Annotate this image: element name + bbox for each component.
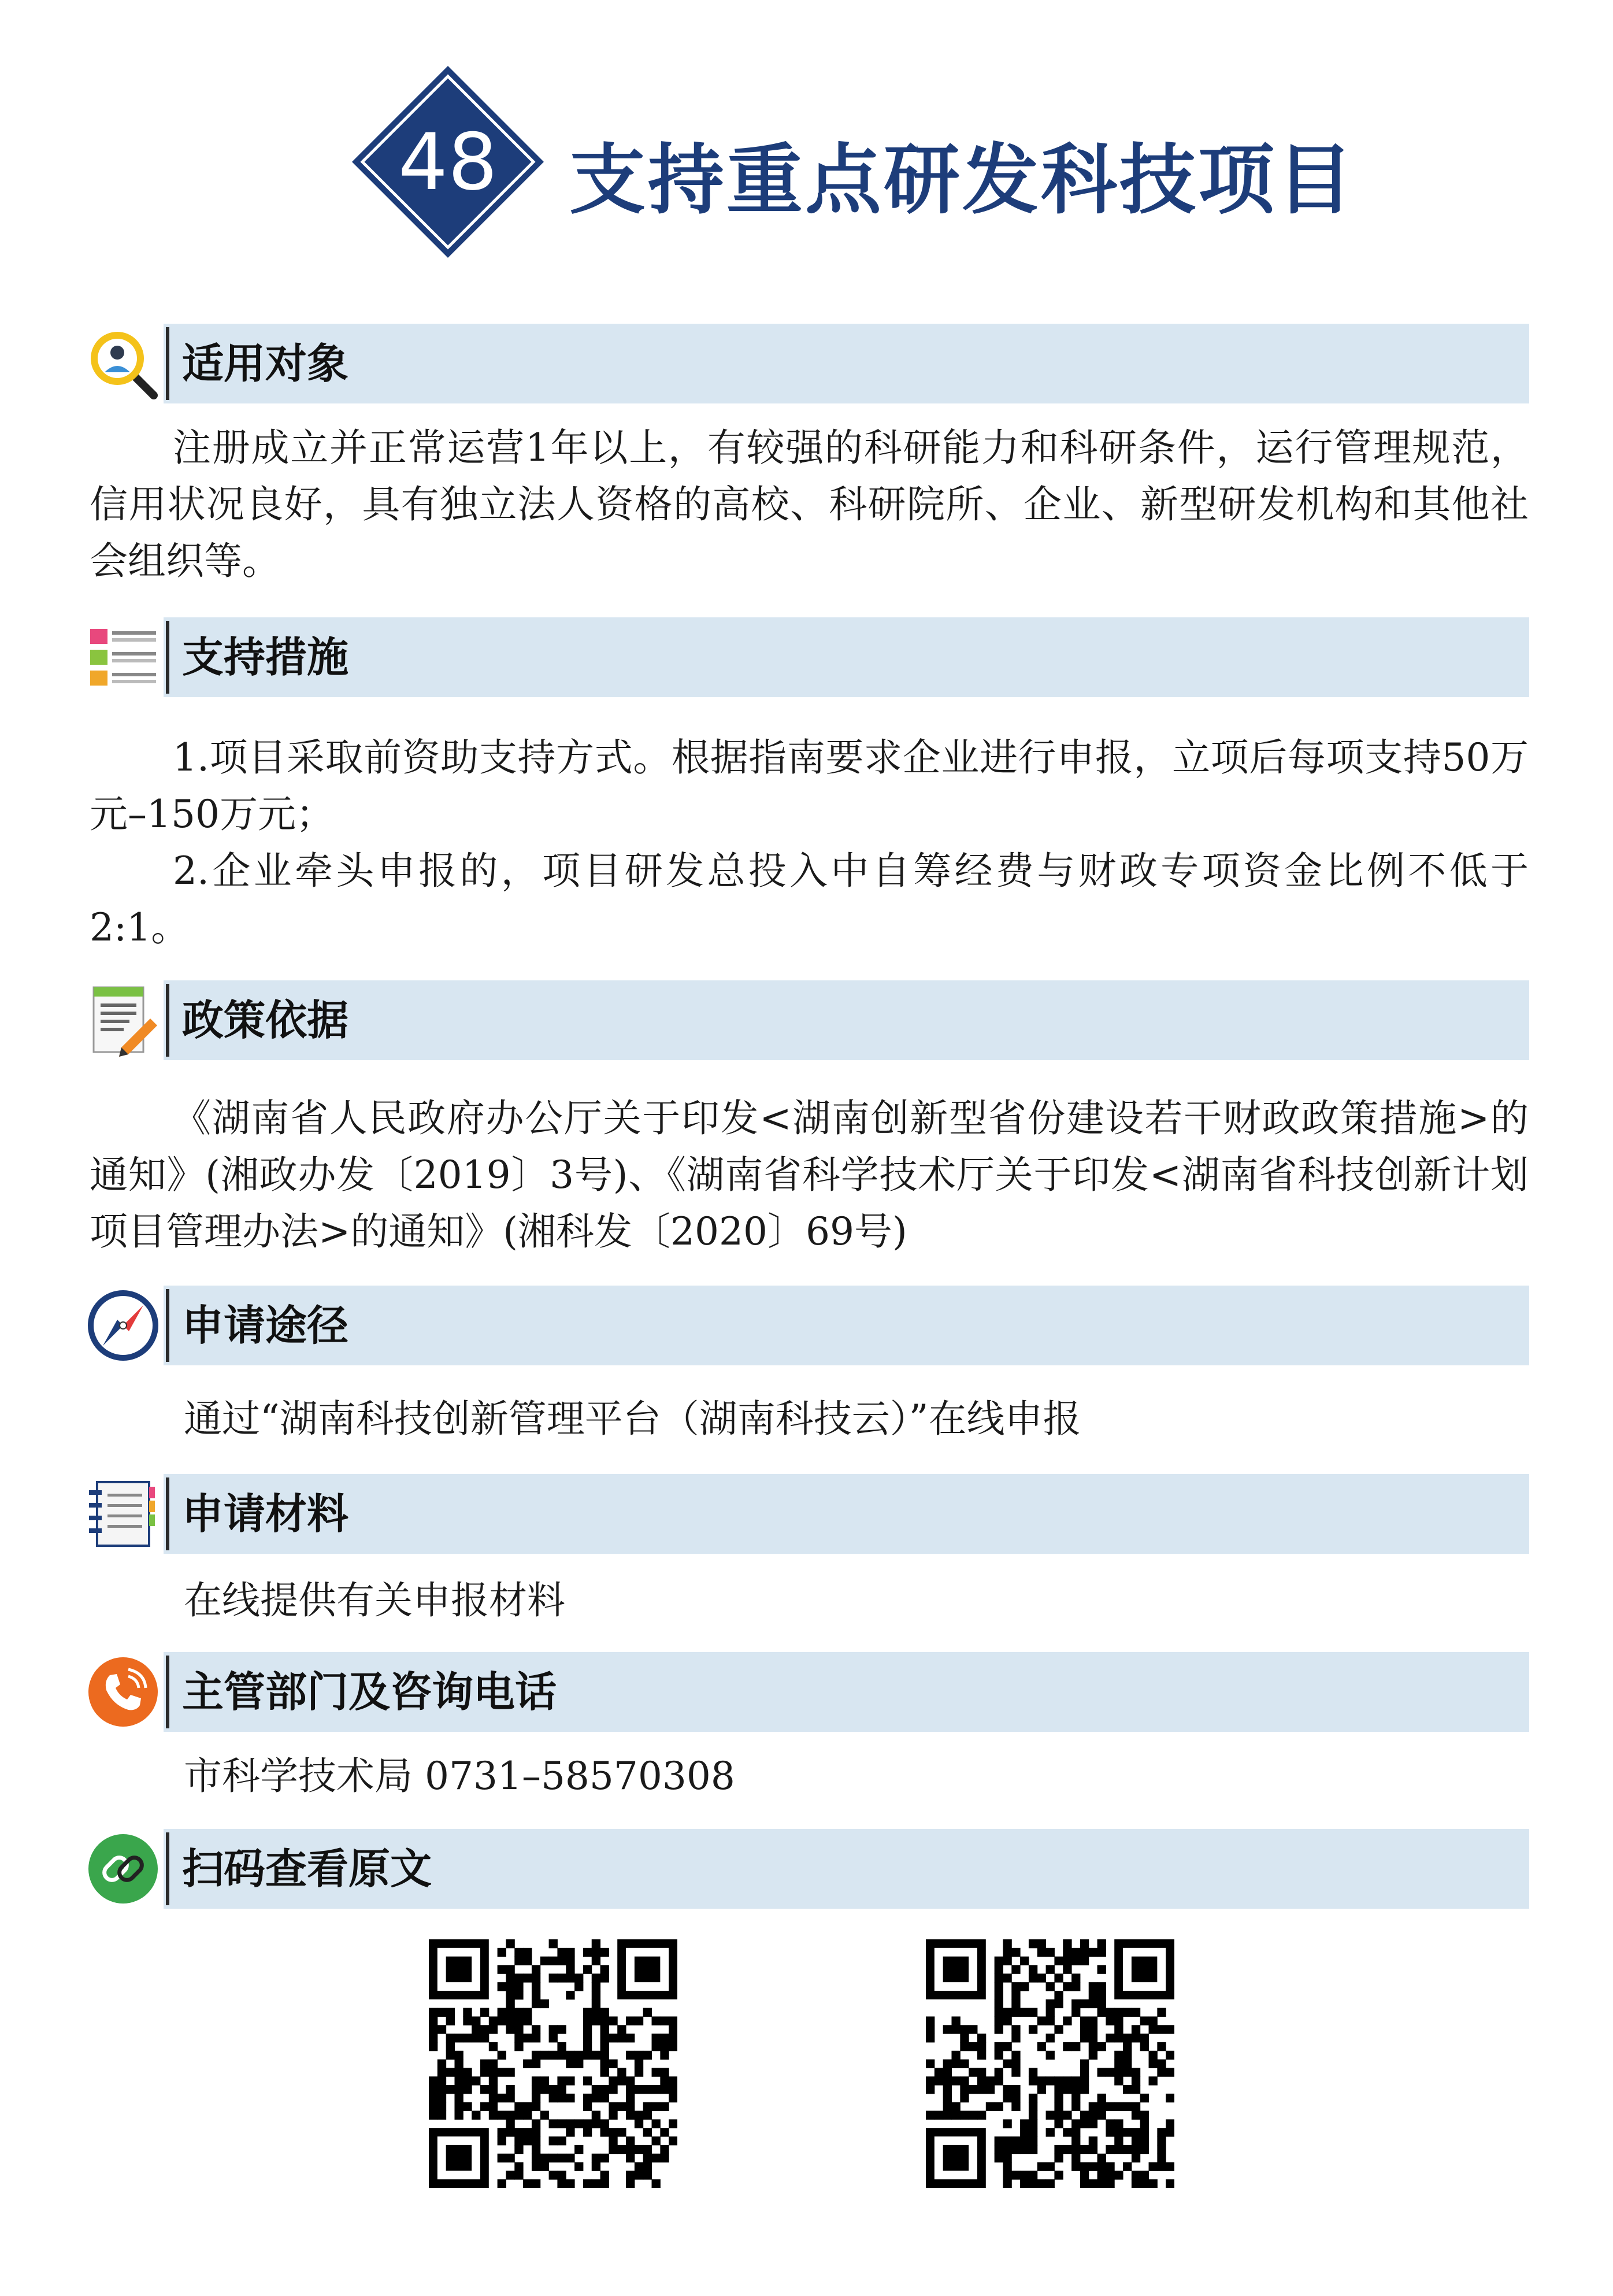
section-number: 48 [398, 116, 498, 208]
phone-icon [83, 1652, 164, 1732]
qr-code-2[interactable] [926, 1939, 1174, 2188]
section-title: 支持措施 [182, 633, 349, 682]
section-title: 适用对象 [182, 339, 349, 388]
link-icon [83, 1829, 164, 1909]
materials-text: 在线提供有关申报材料 [184, 1578, 565, 1623]
document-pen-icon [83, 980, 164, 1060]
checklist-icon [83, 617, 164, 697]
compass-icon [83, 1286, 164, 1365]
page-title: 支持重点研发科技项目 [569, 136, 1355, 225]
magnifier-person-icon [83, 324, 164, 403]
section-divider [166, 984, 169, 1057]
section-divider [166, 327, 169, 400]
section-header-target [83, 324, 1529, 403]
section-title: 扫码查看原文 [182, 1845, 432, 1893]
measure-item-1: 1.项目采取前资助支持方式。根据指南要求企业进行申报，立项后每项支持50万元–150万元； [90, 735, 1529, 836]
basis-text: 《湖南省人民政府办公厅关于印发<湖南创新型省份建设若干财政政策措施>的通知》(湘政办发〔2019〕3号)、《湖南省科学技术厅关于印发<湖南省科技创新计划项目管理办法>的通知》(湘科发〔2020〕69号) [90, 1096, 1529, 1254]
number-badge [350, 64, 546, 260]
section-divider [166, 621, 169, 694]
section-divider [166, 1289, 169, 1362]
section-header-scan [83, 1829, 1529, 1909]
section-title: 主管部门及咨询电话 [182, 1668, 557, 1716]
section-title: 申请材料 [182, 1490, 349, 1538]
section-header-measures [83, 617, 1529, 697]
section-header-channel [83, 1286, 1529, 1365]
contact-text: 市科学技术局 0731–58570308 [184, 1754, 735, 1798]
section-header-basis [83, 980, 1529, 1060]
measure-item-2: 2.企业牵头申报的，项目研发总投入中自筹经费与财政专项资金比例不低于2:1。 [90, 849, 1529, 950]
section-divider [166, 1477, 169, 1550]
section-divider [166, 1832, 169, 1905]
notebook-icon [83, 1474, 164, 1554]
section-title: 政策依据 [182, 996, 349, 1045]
section-header-contact [83, 1652, 1529, 1732]
section-header-materials [83, 1474, 1529, 1554]
section-divider [166, 1656, 169, 1728]
qr-code-1[interactable] [429, 1939, 677, 2188]
target-text: 注册成立并正常运营1年以上，有较强的科研能力和科研条件，运行管理规范，信用状况良好，具有独立法人资格的高校、科研院所、企业、新型研发机构和其他社会组织等。 [90, 425, 1529, 583]
channel-text: 通过“湖南科技创新管理平台（湖南科技云）”在线申报 [184, 1397, 1081, 1441]
section-title: 申请途径 [182, 1301, 349, 1350]
page-header [0, 64, 1613, 260]
